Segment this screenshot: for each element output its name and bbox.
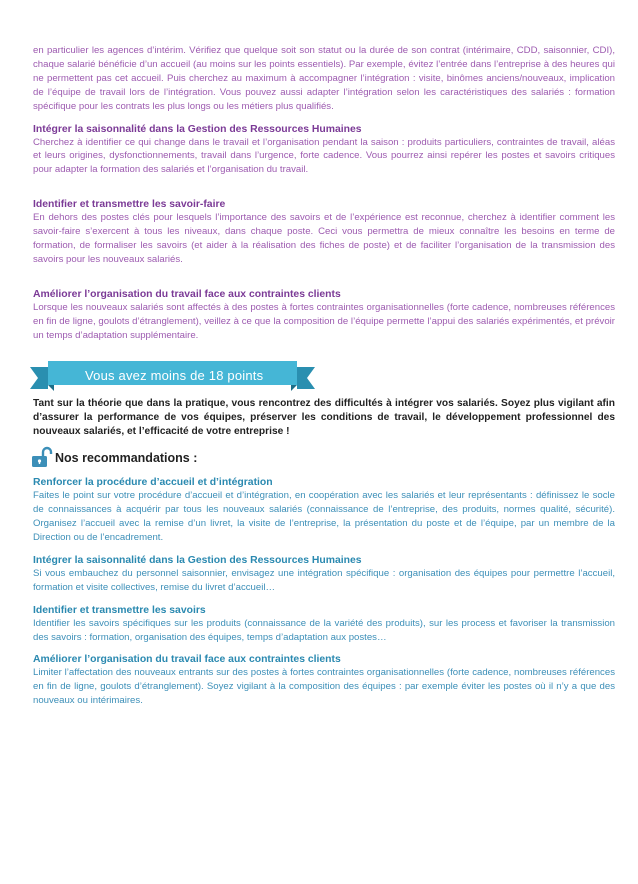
- reco-title: Intégrer la saisonnalité dans la Gestion des Ressources Humaines: [33, 554, 362, 566]
- section-text: Cherchez à identifier ce qui change dans le travail et l’organisation pendant la saison : produits particuliers, contraintes de travail, aléas et leurs origines, dysfonctionnements, travail dans l’urgence, forte cadence. Vous pourrez ainsi repérer les postes et savoirs critiques pour adapter la formation des salariés et l’organisation du travail.: [33, 136, 615, 176]
- recommendations-header: [33, 445, 615, 469]
- reco-title: Renforcer la procédure d’accueil et d’intégration: [33, 477, 273, 489]
- reco-saisonnalite: [33, 554, 615, 595]
- document-page: [33, 44, 615, 708]
- section-title: Intégrer la saisonnalité dans la Gestion des Ressources Humaines: [33, 123, 362, 135]
- recommendations-title: Nos recommandations :: [55, 451, 198, 466]
- reco-text: Limiter l’affectation des nouveaux entrants sur des postes à fortes contraintes organisationnelles (forte cadence, nombreuses références en fin de ligne, goulots d’étranglement). Soyez vigilant à la composition des équipes : par exemple éviter les postes où il n’y a que des nouveaux ou intérimaires.: [33, 667, 615, 707]
- open-padlock-icon: [31, 446, 53, 468]
- reco-text: Si vous embauchez du personnel saisonnier, envisagez une intégration spécifique : organisation des équipes pour permettre l’accueil, formation et visite collectives, remise du livret d’accueil…: [33, 567, 615, 593]
- reco-title: Identifier et transmettre les savoirs: [33, 604, 206, 616]
- section-title: Identifier et transmettre les savoir-faire: [33, 199, 226, 211]
- banner-title: Vous avez moins de 18 points: [85, 367, 264, 383]
- section-saisonnalite: [33, 123, 615, 178]
- top-continuation-text: en particulier les agences d’intérim. Vérifiez que quelque soit son statut ou la durée de son contrat (intérimaire, CDD, saisonnier, CDI), chaque salarié bénéficie d’un accueil (au moins sur les points essentiels). Par exemple, évitez l’entrée dans l’entreprise à des heures qui ne permettent pas cet accueil. Puis cherchez au maximum à accompagner l’intégration : visite, binômes anciens/nouveaux, implication de l’équipe de travail lors de l’intégration. Vous pouvez aussi adapter l’intégration selon les caractéristiques des salariés : formation spécifique pour les contrats les plus longs ou les métiers plus qualifiés.: [33, 45, 615, 112]
- reco-text: Faites le point sur votre procédure d’accueil et d’intégration, en coopération avec les salariés et leur représentants : définissez le socle de connaissances à acquérir par tous les nouveaux salariés (connaissance de l’entreprise, des produits, normes qualité, sécurité). Organisez l’accueil avec la remise d’un livret, la visite de l’entreprise, la présentation du poste et de l’équipe, par un membre de la Direction ou de l’encadrement.: [33, 490, 615, 543]
- section-text: En dehors des postes clés pour lesquels l’importance des savoirs et de l’expérience est reconnue, cherchez à identifier comment les savoir-faire s’exercent à tous les niveaux, dans chaque poste. Ceci vous permettra de mieux connaître les besoins en terme de formation, de formaliser les savoirs (et aider à la réalisation des fiches de poste) et de faciliter l’organisation de la transmission des savoirs pour les nouveaux salariés.: [33, 212, 615, 265]
- section-organisation: [33, 288, 615, 343]
- reco-accueil: [33, 476, 615, 545]
- reco-title: Améliorer l’organisation du travail face aux contraintes clients: [33, 654, 341, 666]
- section-text: Lorsque les nouveaux salariés sont affectés à des postes à fortes contraintes organisationnelles (forte cadence, nombreuses références en fin de ligne, goulots d’étranglement), veillez à ce que la composition de l’équipe permette l’appui des salariés expérimentés, et prévoir un temps d’adaptation supplémentaire.: [33, 301, 615, 341]
- reco-text: Identifier les savoirs spécifiques sur les produits (connaissance de la variété des produits), sur les process et favoriser la transmission des savoirs : formation, organisation des équipes, temps d’adaptation aux postes…: [33, 617, 615, 643]
- section-title: Améliorer l’organisation du travail face aux contraintes clients: [33, 288, 341, 300]
- section-savoir-faire: [33, 198, 615, 267]
- intro-text: Tant sur la théorie que dans la pratique, vous rencontrez des difficultés à intégrer vos salariés. Soyez plus vigilant afin d’assurer la performance de vos équipes, préserver les conditions de travail, le développement professionnel des nouveaux salariés, et l’efficacité de votre entreprise !: [33, 397, 615, 437]
- reco-savoirs: [33, 604, 615, 645]
- reco-organisation: [33, 653, 615, 708]
- score-banner: [30, 361, 315, 391]
